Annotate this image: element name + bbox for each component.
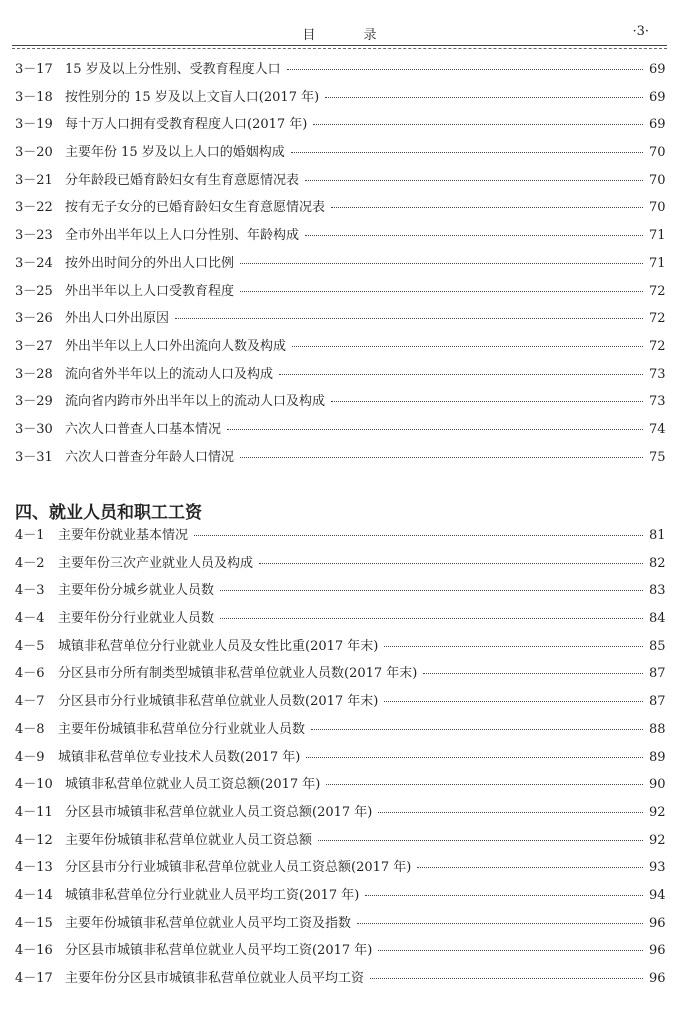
toc-entry[interactable] (15, 280, 665, 308)
entry-page: 72 (649, 338, 666, 354)
section-heading: 四、就业人员和职工工资 (15, 503, 202, 523)
dot-leader (292, 346, 643, 347)
toc-entry[interactable] (15, 307, 665, 335)
entry-number: 4－16 (15, 943, 53, 959)
dot-leader (313, 124, 643, 125)
entry-title: 外出半年以上人口外出流向人数及构成 (65, 338, 287, 354)
entry-number: 3－24 (15, 255, 53, 271)
entry-page: 87 (649, 694, 666, 710)
dot-leader (240, 263, 643, 264)
dot-leader (318, 840, 643, 841)
entry-title: 外出半年以上人口受教育程度 (65, 283, 235, 299)
entry-page: 96 (649, 971, 666, 986)
entry-page: 83 (649, 583, 666, 599)
entry-page: 70 (649, 200, 666, 216)
entry-number: 3－19 (15, 117, 53, 133)
toc-entry[interactable] (15, 856, 665, 884)
dot-leader (331, 401, 643, 402)
entry-title: 外出人口外出原因 (65, 311, 170, 327)
dot-leader (370, 978, 643, 979)
entry-page: 71 (649, 228, 666, 244)
toc-entry[interactable] (15, 224, 665, 252)
toc-entry[interactable] (15, 58, 665, 86)
entry-number: 3－20 (15, 145, 53, 161)
entry-page: 92 (649, 832, 666, 848)
toc-entry[interactable] (15, 884, 665, 912)
entry-title: 主要年份城镇非私营单位就业人员平均工资及指数 (65, 915, 352, 931)
page-header (12, 24, 667, 44)
entry-title: 分区县市分行业城镇非私营单位就业人员工资总额(2017 年) (65, 860, 412, 876)
entry-page: 82 (649, 555, 666, 571)
toc-entry[interactable] (15, 662, 665, 690)
entry-page: 94 (649, 887, 666, 903)
dot-leader (220, 590, 643, 591)
entry-page: 88 (649, 721, 666, 737)
toc-entry[interactable] (15, 335, 665, 363)
dot-leader (384, 646, 643, 647)
entry-title: 按性别分的 15 岁及以上文盲人口(2017 年) (65, 89, 320, 105)
entry-page: 87 (649, 666, 666, 682)
toc-entry[interactable] (15, 169, 665, 197)
entry-title: 分年龄段已婚育龄妇女有生育意愿情况表 (65, 172, 300, 188)
dot-leader (227, 429, 643, 430)
dot-leader (240, 457, 643, 458)
toc-entry[interactable] (15, 141, 665, 169)
entry-title: 全市外出半年以上人口分性别、年龄构成 (65, 228, 300, 244)
entry-title: 流向省内跨市外出半年以上的流动人口及构成 (65, 394, 326, 410)
entry-number: 4－10 (15, 777, 53, 793)
toc-entry[interactable] (15, 912, 665, 940)
toc-entry[interactable] (15, 967, 665, 995)
dot-leader (194, 535, 643, 536)
dot-leader (423, 673, 643, 674)
entry-title: 主要年份 15 岁及以上人口的婚姻构成 (65, 145, 285, 161)
entry-title: 六次人口普查分年龄人口情况 (65, 449, 235, 465)
dot-leader (305, 180, 643, 181)
toc-entry[interactable] (15, 829, 665, 857)
entry-title: 分区县市分行业城镇非私营单位就业人员数(2017 年末) (58, 694, 379, 710)
entry-number: 4－5 (15, 638, 45, 654)
dot-leader (384, 701, 643, 702)
entry-page: 93 (649, 860, 666, 876)
dot-leader (220, 618, 643, 619)
toc-entry[interactable] (15, 363, 665, 391)
entry-page: 89 (649, 749, 666, 765)
toc-entry[interactable] (15, 446, 665, 474)
entry-title: 15 岁及以上分性别、受教育程度人口 (65, 62, 281, 77)
entry-title: 主要年份城镇非私营单位分行业就业人员数 (58, 721, 306, 737)
entry-number: 4－8 (15, 721, 45, 737)
dot-leader (357, 923, 643, 924)
dot-leader (417, 867, 643, 868)
entry-title: 城镇非私营单位专业技术人员数(2017 年) (58, 749, 301, 765)
entry-page: 84 (649, 611, 666, 627)
entry-title: 城镇非私营单位分行业就业人员平均工资(2017 年) (65, 887, 360, 903)
entry-number: 4－15 (15, 915, 53, 931)
entry-page: 69 (649, 89, 666, 105)
toc-entry[interactable] (15, 718, 665, 746)
dot-leader (175, 318, 643, 319)
toc-entry[interactable] (15, 252, 665, 280)
dot-leader (287, 69, 643, 70)
entry-number: 4－14 (15, 887, 53, 903)
dot-leader (378, 950, 643, 951)
dot-leader (378, 812, 643, 813)
entry-number: 3－30 (15, 421, 53, 437)
toc-entry[interactable] (15, 607, 665, 635)
entry-title: 主要年份三次产业就业人员及构成 (58, 555, 254, 571)
toc-entry[interactable] (15, 635, 665, 663)
entry-title: 城镇非私营单位就业人员工资总额(2017 年) (65, 777, 321, 793)
running-title: 目录 (302, 28, 425, 43)
entry-title: 城镇非私营单位分行业就业人员及女性比重(2017 年末) (58, 638, 379, 654)
entry-number: 4－13 (15, 860, 53, 876)
entry-number: 3－26 (15, 311, 53, 327)
dot-leader (279, 374, 643, 375)
dot-leader (240, 291, 643, 292)
entry-page: 74 (649, 421, 666, 437)
dot-leader (259, 563, 643, 564)
dot-leader (305, 235, 643, 236)
entry-page: 85 (649, 638, 666, 654)
entry-number: 3－25 (15, 283, 53, 299)
entry-number: 4－4 (15, 611, 45, 627)
entry-number: 4－17 (15, 971, 53, 986)
entry-page: 71 (649, 255, 666, 271)
toc-entry[interactable] (15, 196, 665, 224)
entry-number: 3－17 (15, 62, 53, 77)
toc-entry[interactable] (15, 524, 665, 552)
entry-number: 4－2 (15, 555, 45, 571)
dot-leader (331, 207, 643, 208)
entry-page: 90 (649, 777, 666, 793)
page-number: ·3· (632, 24, 649, 39)
entry-number: 4－12 (15, 832, 53, 848)
toc-entry[interactable] (15, 86, 665, 114)
toc-entry[interactable] (15, 552, 665, 580)
entry-number: 4－7 (15, 694, 45, 710)
entry-number: 3－28 (15, 366, 53, 382)
entry-page: 96 (649, 943, 666, 959)
entry-title: 分区县市分所有制类型城镇非私营单位就业人员数(2017 年末) (58, 666, 418, 682)
entry-number: 4－3 (15, 583, 45, 599)
entry-number: 4－9 (15, 749, 45, 765)
entry-title: 主要年份分区县市城镇非私营单位就业人员平均工资 (65, 971, 365, 986)
entry-title: 按外出时间分的外出人口比例 (65, 255, 235, 271)
entry-page: 70 (649, 145, 666, 161)
entry-number: 3－31 (15, 449, 53, 465)
entry-number: 3－27 (15, 338, 53, 354)
entry-title: 每十万人口拥有受教育程度人口(2017 年) (65, 117, 308, 133)
toc-section-4 (15, 524, 665, 995)
entry-title: 流向省外半年以上的流动人口及构成 (65, 366, 274, 382)
entry-title: 分区县市城镇非私营单位就业人员工资总额(2017 年) (65, 804, 373, 820)
entry-number: 3－23 (15, 228, 53, 244)
entry-number: 3－18 (15, 89, 53, 105)
toc-entry[interactable] (15, 939, 665, 967)
toc-entry[interactable] (15, 773, 665, 801)
dot-leader (291, 152, 643, 153)
toc-entry[interactable] (15, 113, 665, 141)
toc-entry[interactable] (15, 801, 665, 829)
entry-page: 73 (649, 366, 666, 382)
entry-page: 72 (649, 311, 666, 327)
dot-leader (326, 784, 643, 785)
dot-leader (311, 729, 643, 730)
dot-leader (306, 757, 643, 758)
toc-entry[interactable] (15, 690, 665, 718)
toc-section-3 (15, 58, 665, 473)
entry-number: 3－22 (15, 200, 53, 216)
header-rule (12, 45, 667, 49)
entry-page: 69 (649, 117, 666, 133)
entry-page: 70 (649, 172, 666, 188)
entry-page: 96 (649, 915, 666, 931)
entry-number: 4－11 (15, 804, 53, 820)
entry-title: 主要年份城镇非私营单位就业人员工资总额 (65, 832, 313, 848)
entry-number: 4－6 (15, 666, 45, 682)
entry-page: 73 (649, 394, 666, 410)
entry-title: 主要年份就业基本情况 (58, 528, 189, 543)
entry-number: 4－1 (15, 528, 45, 543)
entry-page: 92 (649, 804, 666, 820)
toc-entry[interactable] (15, 579, 665, 607)
toc-entry[interactable] (15, 746, 665, 774)
entry-page: 69 (649, 62, 666, 77)
entry-number: 3－21 (15, 172, 53, 188)
dot-leader (365, 895, 643, 896)
entry-page: 72 (649, 283, 666, 299)
toc-entry[interactable] (15, 390, 665, 418)
entry-title: 按有无子女分的已婚育龄妇女生育意愿情况表 (65, 200, 326, 216)
entry-number: 3－29 (15, 394, 53, 410)
entry-page: 81 (649, 528, 666, 543)
entry-page: 75 (649, 449, 666, 465)
entry-title: 主要年份分行业就业人员数 (58, 611, 215, 627)
dot-leader (325, 97, 643, 98)
entry-title: 主要年份分城乡就业人员数 (58, 583, 215, 599)
entry-title: 分区县市城镇非私营单位就业人员平均工资(2017 年) (65, 943, 373, 959)
entry-title: 六次人口普查人口基本情况 (65, 421, 222, 437)
toc-entry[interactable] (15, 418, 665, 446)
